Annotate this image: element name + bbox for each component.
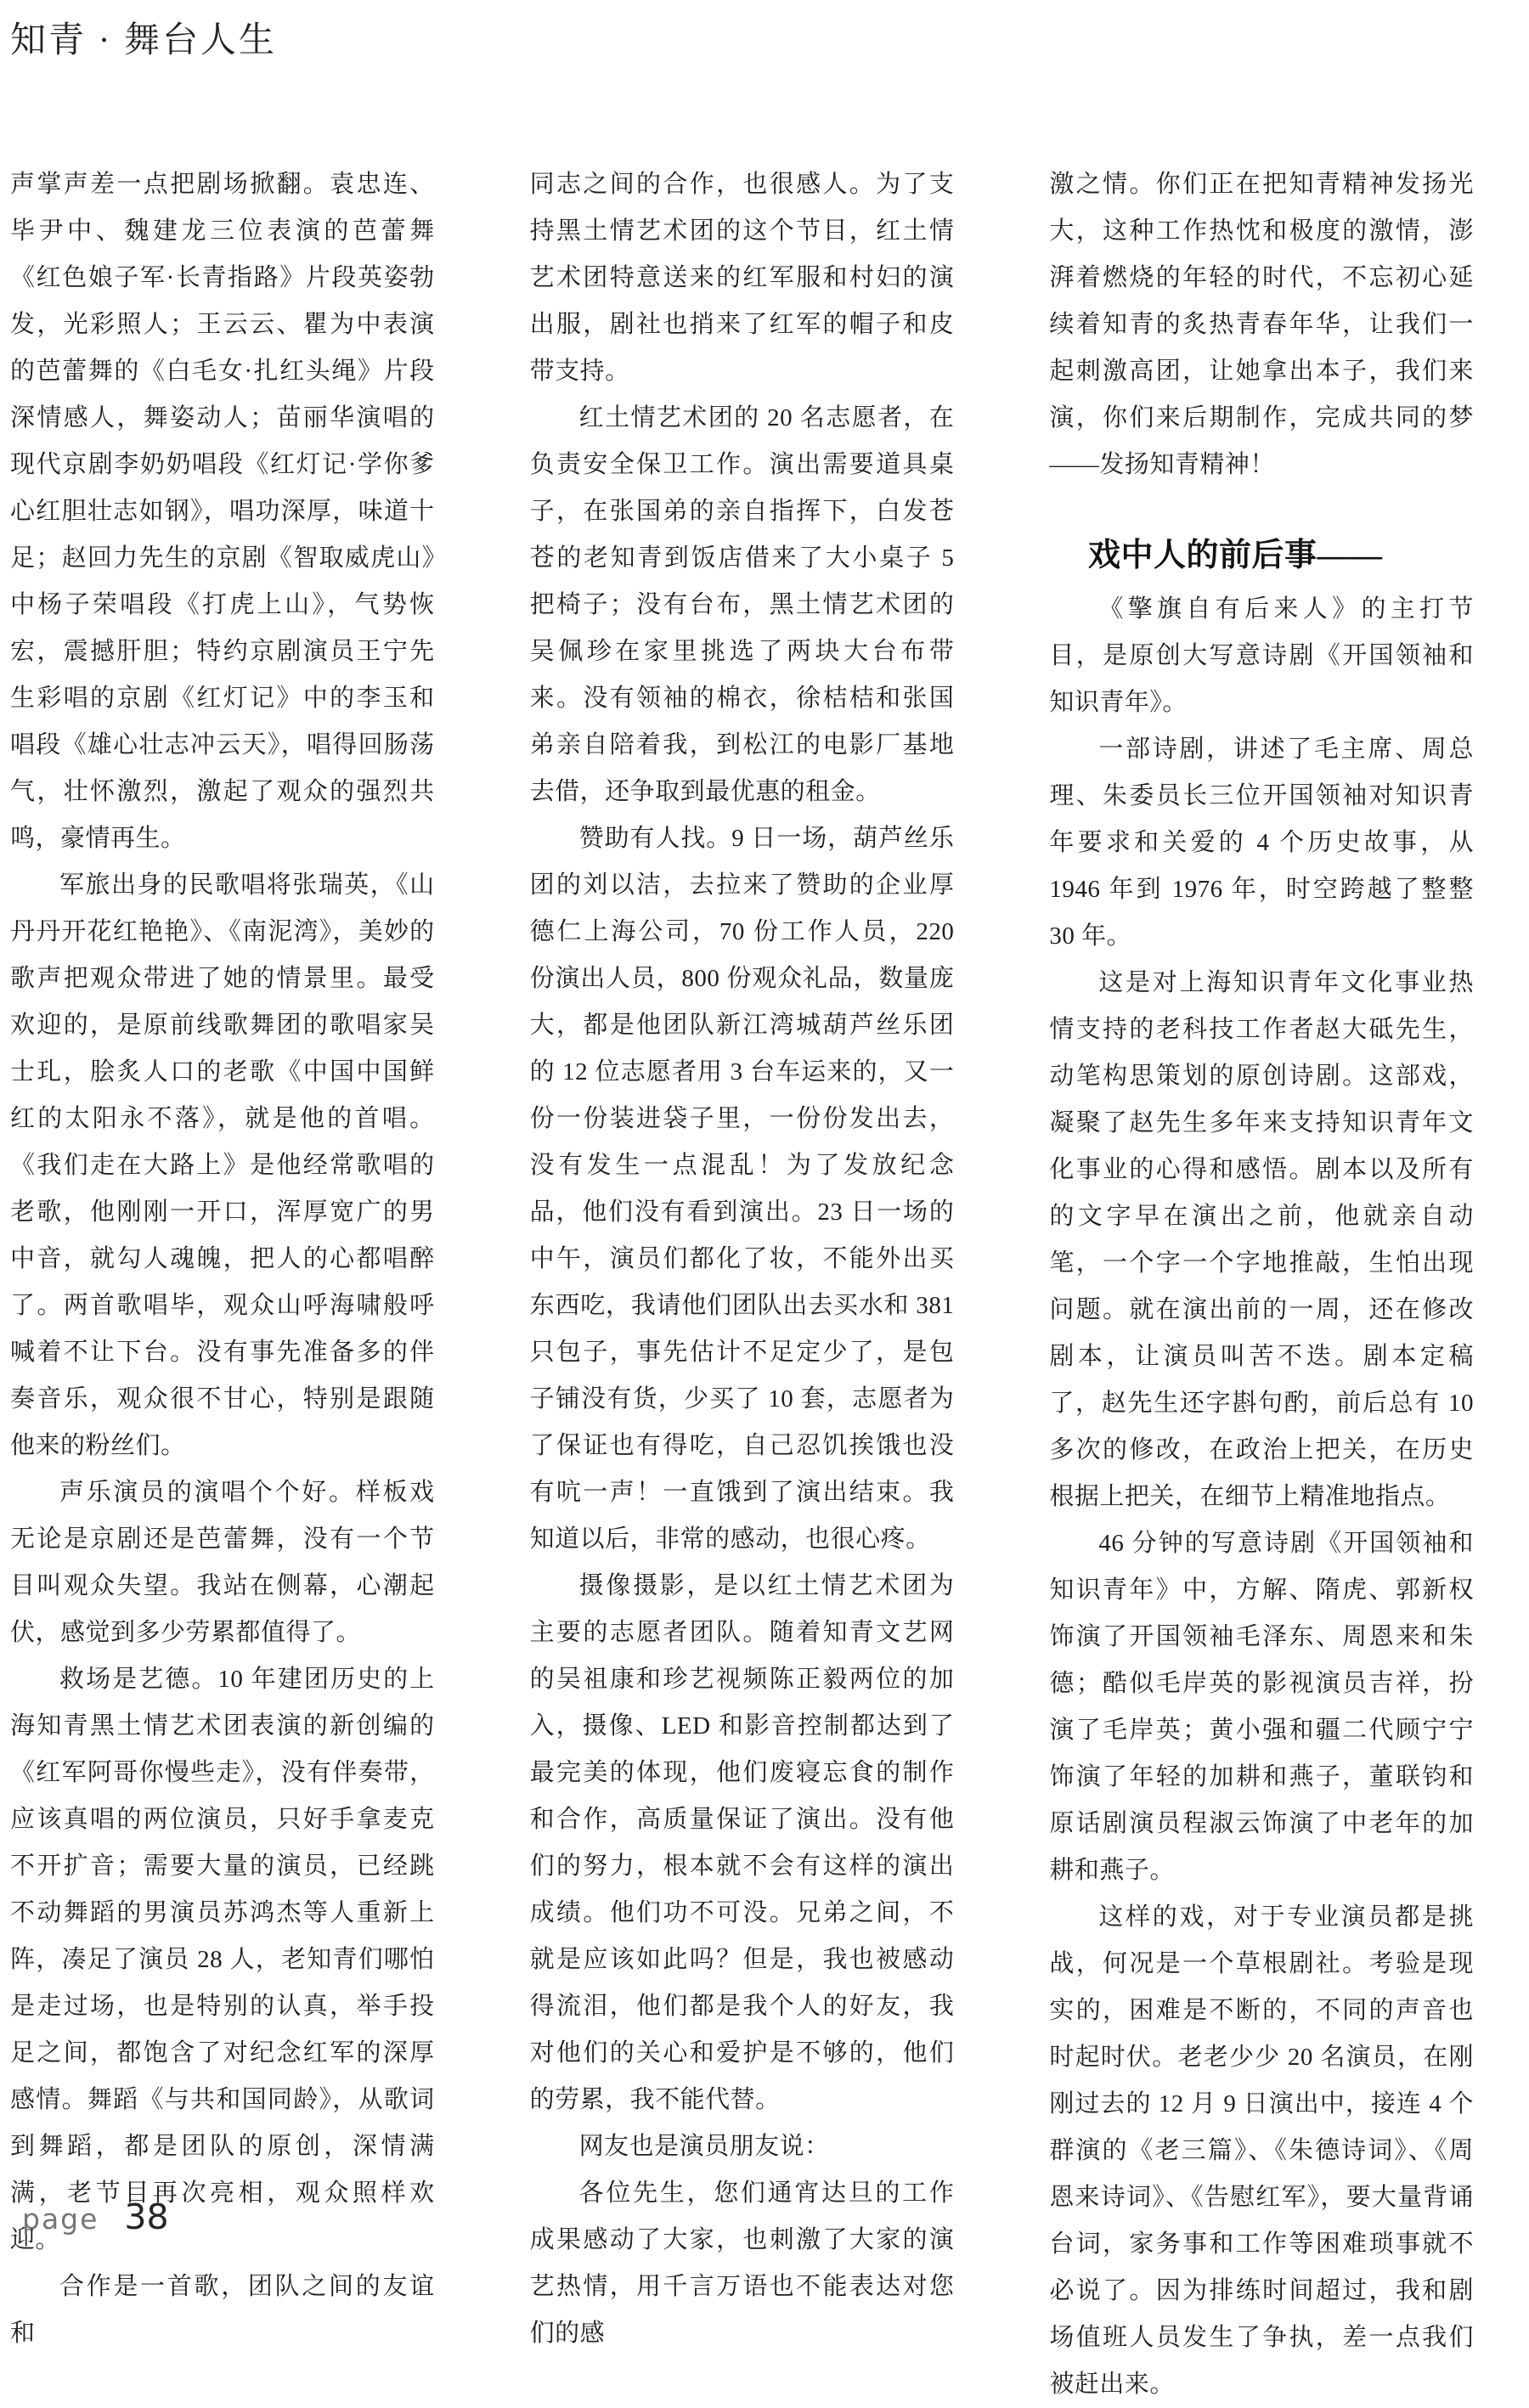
footer-page-number: 38 bbox=[124, 2197, 169, 2237]
column-2 bbox=[530, 161, 955, 2408]
paragraph: 声乐演员的演唱个个好。样板戏无论是京剧还是芭蕾舞，没有一个节目叫观众失望。我站在侧幕，心潮起伏，感觉到多少劳累都值得了。 bbox=[10, 1479, 435, 1646]
column-1 bbox=[10, 161, 435, 2408]
section-heading: 戏中人的前后事—— bbox=[1087, 538, 1383, 573]
page-header bbox=[10, 12, 277, 63]
paragraph: 《擎旗自有后来人》的主打节目，是原创大写意诗剧《开国领袖和知识青年》。 bbox=[1049, 595, 1475, 716]
page-footer bbox=[22, 2197, 169, 2237]
column-3 bbox=[1049, 161, 1474, 2408]
page-title: 知青 · 舞台人生 bbox=[10, 21, 277, 60]
paragraph: 合作是一首歌，团队之间的友谊和 bbox=[10, 2273, 435, 2347]
paragraph: 摄像摄影，是以红土情艺术团为主要的志愿者团队。随着知青文艺网的吴祖康和珍艺视频陈正毅两位的加入，摄像、LED 和影音控制都达到了最完美的体现，他们废寝忘食的制作和合作，高质量保证了演出。没有他们的努力，根本就不会有这样的演出成绩。他们功不可没。兄弟之间，不就是应该如此吗？但是，我也被感动得流泪，他们都是我个人的好友，我对他们的关心和爱护是不够的，他们的劳累，我不能代替。 bbox=[529, 1572, 955, 2113]
paragraph: 激之情。你们正在把知青精神发扬光大，这种工作热忱和极度的激情，澎湃着燃烧的年轻的时代，不忘初心延续着知青的炙热青春年华，让我们一起刺激高团，让她拿出本子，我们来演，你们来后期制作，完成共同的梦——发扬知青精神！ bbox=[1049, 171, 1475, 478]
paragraph: 各位先生，您们通宵达旦的工作成果感动了大家，也刺激了大家的演艺热情，用千言万语也不能表达对您们的感 bbox=[529, 2180, 955, 2347]
paragraph: 声掌声差一点把剧场掀翻。袁忠连、毕尹中、魏建龙三位表演的芭蕾舞《红色娘子军·长青指路》片段英姿勃发，光彩照人；王云云、瞿为中表演的芭蕾舞的《白毛女·扎红头绳》片段深情感人，舞姿动人；苗丽华演唱的现代京剧李奶奶唱段《红灯记·学你爹心红胆壮志如钢》，唱功深厚，味道十足；赵回力先生的京剧《智取威虎山》中杨子荣唱段《打虎上山》，气势恢宏，震撼肝胆；特约京剧演员王宁先生彩唱的京剧《红灯记》中的李玉和唱段《雄心壮志冲云天》，唱得回肠荡气，壮怀激烈，激起了观众的强烈共鸣，豪情再生。 bbox=[10, 171, 435, 852]
paragraph: 救场是艺德。10 年建团历史的上海知青黑土情艺术团表演的新创编的《红军阿哥你慢些走》，没有伴奏带，应该真唱的两位演员，只好手拿麦克不开扩音；需要大量的演员，已经跳不动舞蹈的男演员苏鸿杰等人重新上阵，凑足了演员 28 人，老知青们哪怕是走过场，也是特别的认真，举手投足之间，都饱含了对纪念红军的深厚感情。舞蹈《与共和国同龄》，从歌词到舞蹈，都是团队的原创，深情满满，老节目再次亮相，观众照样欢迎。 bbox=[10, 1666, 435, 2253]
paragraph: 这样的戏，对于专业演员都是挑战，何况是一个草根剧社。考验是现实的，困难是不断的，不同的声音也时起时伏。老老少少 20 名演员，在刚刚过去的 12 月 9 日演出中，接连 4 个群演的《老三篇》、《朱德诗词》、《周恩来诗词》、《告慰红军》，要大量背诵台词，家务事和工作等困难琐事就不必说了。因为排练时间超过，我和剧场值班人员发生了争执，差一点我们被赶出来。 bbox=[1049, 1903, 1475, 2398]
paragraph: 同志之间的合作，也很感人。为了支持黑土情艺术团的这个节目，红土情艺术团特意送来的红军服和村妇的演出服，剧社也捎来了红军的帽子和皮带支持。 bbox=[529, 171, 955, 385]
paragraph: 46 分钟的写意诗剧《开国领袖和知识青年》中，方解、隋虎、郭新权饰演了开国领袖毛泽东、周恩来和朱德；酷似毛岸英的影视演员吉祥，扮演了毛岸英；黄小强和疆二代顾宁宁饰演了年轻的加耕和燕子，董联钧和原话剧演员程淑云饰演了中老年的加耕和燕子。 bbox=[1049, 1530, 1475, 1884]
paragraph: 这是对上海知识青年文化事业热情支持的老科技工作者赵大砥先生，动笔构思策划的原创诗剧。这部戏，凝聚了赵先生多年来支持知识青年文化事业的心得和感悟。剧本以及所有的文字早在演出之前，他就亲自动笔，一个字一个字地推敲，生怕出现问题。就在演出前的一周，还在修改剧本，让演员叫苦不迭。剧本定稿了，赵先生还字斟句酌，前后总有 10 多次的修改，在政治上把关，在历史根据上把关，在细节上精准地指点。 bbox=[1049, 969, 1475, 1510]
paragraph: 网友也是演员朋友说： bbox=[578, 2133, 830, 2160]
paragraph: 一部诗剧，讲述了毛主席、周总理、朱委员长三位开国领袖对知识青年要求和关爱的 4 个历史故事，从 1946 年到 1976 年，时空跨越了整整 30 年。 bbox=[1049, 736, 1475, 950]
footer-page-label: page bbox=[22, 2202, 99, 2236]
paragraph: 赞助有人找。9 日一场，葫芦丝乐团的刘以洁，去拉来了赞助的企业厚德仁上海公司，70 份工作人员，220 份演出人员，800 份观众礼品，数量庞大，都是他团队新江湾城葫芦丝乐团的 12 位志愿者用 3 台车运来的，又一份一份装进袋子里，一份份发出去，没有发生一点混乱！为了发放纪念品，他们没有看到演出。23 日一场的中午，演员们都化了妆，不能外出买东西吃，我请他们团队出去买水和 381 只包子，事先估计不足定少了，是包子铺没有货，少买了 10 套，志愿者为了保证也有得吃，自己忍饥挨饿也没有吭一声！一直饿到了演出结束。我知道以后，非常的感动，也很心疼。 bbox=[529, 825, 955, 1553]
article-body bbox=[10, 161, 1474, 2408]
paragraph: 军旅出身的民歌唱将张瑞英，《山丹丹开花红艳艳》、《南泥湾》，美妙的歌声把观众带进了她的情景里。最受欢迎的，是原前线歌舞团的歌唱家吴士玌，脍炙人口的老歌《中国中国鲜红的太阳永不落》，就是他的首唱。《我们走在大路上》是他经常歌唱的老歌，他刚刚一开口，浑厚宽广的男中音，就勾人魂魄，把人的心都唱醉了。两首歌唱毕，观众山呼海啸般呼喊着不让下台。没有事先准备多的伴奏音乐，观众很不甘心，特别是跟随他来的粉丝们。 bbox=[10, 871, 435, 1459]
paragraph: 红土情艺术团的 20 名志愿者，在负责安全保卫工作。演出需要道具桌子，在张国弟的亲自指挥下，白发苍苍的老知青到饭店借来了大小桌子 5 把椅子；没有台布，黑土情艺术团的吴佩珍在家里挑选了两块大台布带来。没有领袖的棉衣，徐桔桔和张国弟亲自陪着我，到松江的电影厂基地去借，还争取到最优惠的租金。 bbox=[529, 404, 955, 805]
